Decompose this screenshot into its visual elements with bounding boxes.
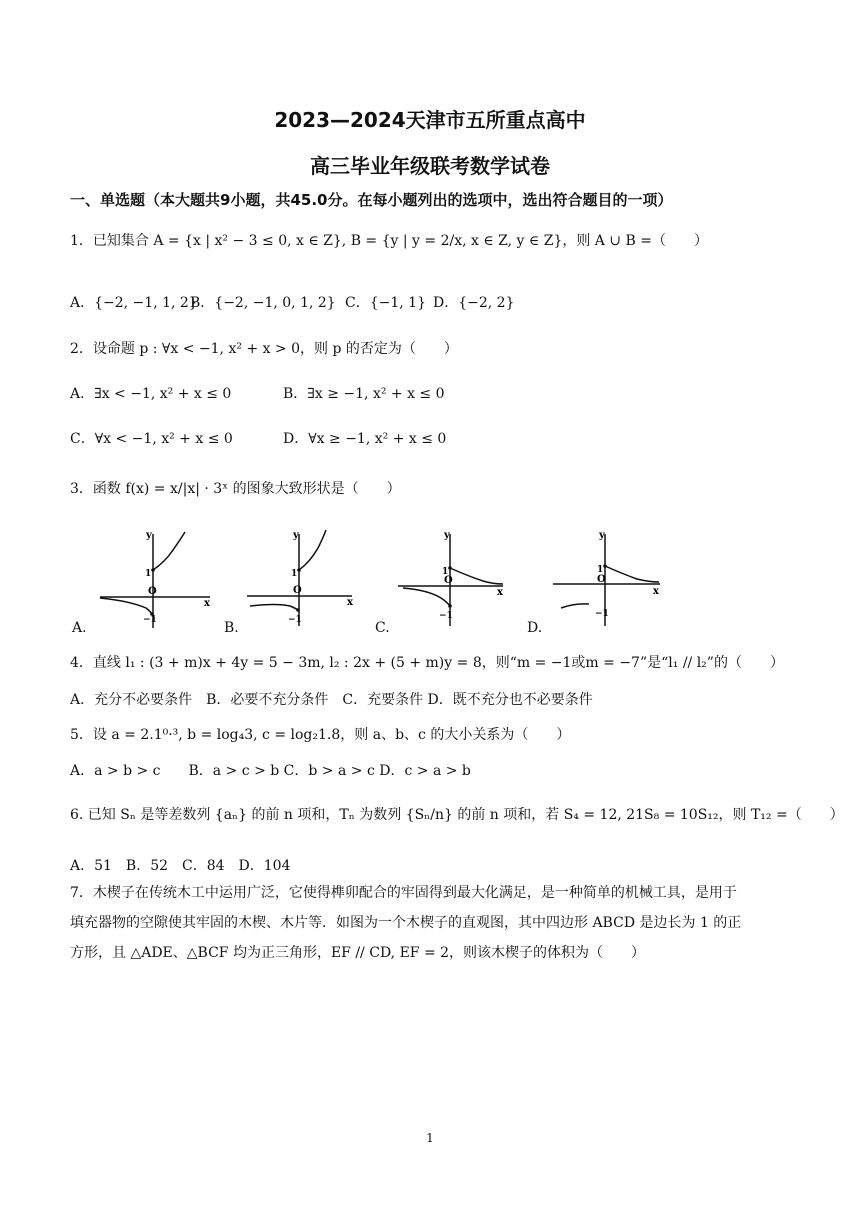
- section-heading: 一、单选题（本大题共9小题，共45.0分。在每小题列出的选项中，选出符合题目的一项）: [70, 191, 673, 209]
- graph-a-origin: O: [148, 586, 157, 597]
- question-1-option-c: C．{−1, 1}: [345, 295, 426, 311]
- graph-a-svg: [70, 526, 220, 638]
- graph-d-x-label: x: [653, 586, 659, 597]
- graph-b-svg: [222, 526, 372, 638]
- graph-d-tick-neg1: −1: [595, 609, 609, 619]
- graph-d-right-curve: [605, 566, 659, 582]
- question-6-stem: 6. 已知 Sₙ 是等差数列 {aₙ} 的前 n 项和，Tₙ 为数列 {Sₙ/n} 的前 n 项和，若 S₄ = 12, 21S₈ = 10S₁₂，则 T₁₂ =（ ）: [70, 807, 844, 823]
- graph-b-x-label: x: [347, 597, 353, 608]
- graph-c-x-label: x: [497, 587, 503, 598]
- question-3-stem: 3．函数 f(x) = x/|x| · 3ˣ 的图象大致形状是（ ）: [70, 481, 401, 497]
- question-6-options: A．51 B．52 C．84 D．104: [70, 858, 291, 874]
- graph-b-right-curve: [299, 530, 326, 570]
- question-4-options: A．充分不必要条件 B．必要不充分条件 C．充要条件 D．既不充分也不必要条件: [70, 692, 593, 708]
- question-7-line-2: 填充器物的空隙使其牢固的木楔、木片等．如图为一个木楔子的直观图，其中四边形 ABCD 是边长为 1 的正: [70, 915, 742, 931]
- question-2-option-a: A．∃x < −1, x² + x ≤ 0: [70, 386, 232, 402]
- graph-b-left-curve: [250, 605, 298, 611]
- exam-title-line2: 高三毕业年级联考数学试卷: [310, 154, 550, 178]
- graph-a-y-label: y: [146, 530, 152, 541]
- graph-a-x-label: x: [204, 598, 210, 609]
- graph-option-a: [70, 526, 220, 638]
- question-2-option-b: B．∃x ≥ −1, x² + x ≤ 0: [283, 386, 445, 402]
- graph-d-origin: O: [597, 574, 606, 585]
- question-1-stem: 1．已知集合 A = {x | x² − 3 ≤ 0, x ∈ Z}, B = {y | y = 2/x, x ∈ Z, y ∈ Z}，则 A ∪ B =（ ）: [70, 233, 709, 249]
- question-5-stem: 5．设 a = 2.1⁰·³, b = log₄3, c = log₂1.8，则 a、b、c 的大小关系为（ ）: [70, 727, 571, 743]
- graph-b-tick-neg1: −1: [288, 615, 302, 625]
- graph-b-tick-1: 1: [291, 569, 298, 579]
- graph-d-y-label: y: [599, 530, 605, 541]
- question-2-option-d: D．∀x ≥ −1, x² + x ≤ 0: [283, 431, 447, 447]
- graph-a-left-curve: [100, 598, 152, 614]
- question-1-option-d: D．{−2, 2}: [433, 295, 515, 311]
- question-2-option-c: C．∀x < −1, x² + x ≤ 0: [70, 431, 233, 447]
- graph-c-y-label: y: [444, 530, 450, 541]
- graph-option-b: [222, 526, 372, 638]
- graph-d-label: D.: [527, 620, 543, 636]
- graph-option-d: [525, 526, 675, 638]
- graph-a-label: A.: [72, 620, 87, 636]
- question-5-options: A．a > b > c B．a > c > b C．b > a > c D．c > a > b: [70, 763, 471, 779]
- graph-d-svg: [525, 526, 675, 638]
- question-2-stem: 2．设命题 p : ∀x < −1, x² + x > 0，则 p 的否定为（ ）: [70, 341, 458, 357]
- page-number: 1: [426, 1131, 434, 1145]
- graph-c-tick-1: 1: [442, 567, 449, 577]
- graph-c-right-curve: [450, 568, 503, 584]
- graph-c-label: C.: [375, 620, 390, 636]
- question-3-graph-options: [70, 526, 790, 638]
- graph-d-left-curve: [561, 604, 589, 608]
- graph-option-c: [373, 526, 523, 638]
- question-7-line-1: 7．木楔子在传统木工中运用广泛，它使得榫卯配合的牢固得到最大化满足，是一种简单的机械工具，是用于: [70, 885, 737, 901]
- graph-b-y-label: y: [293, 530, 299, 541]
- graph-b-origin: O: [293, 585, 302, 596]
- graph-a-tick-neg1: −1: [143, 615, 157, 625]
- question-4-stem: 4．直线 l₁ : (3 + m)x + 4y = 5 − 3m, l₂ : 2x + (5 + m)y = 8，则“m = −1或m = −7”是“l₁ // l₂”的（ ）: [70, 655, 784, 671]
- graph-c-tick-neg1: −1: [439, 611, 453, 621]
- question-7-line-3: 方形，且 △ADE、△BCF 均为正三角形，EF // CD, EF = 2，则该木楔子的体积为（ ）: [70, 945, 646, 961]
- exam-title-line1: 2023—2024天津市五所重点高中: [274, 108, 586, 132]
- graph-c-svg: [373, 526, 523, 638]
- question-1-option-b: B．{−2, −1, 0, 1, 2}: [190, 295, 336, 311]
- graph-a-right-curve: [153, 532, 185, 570]
- graph-c-origin: O: [444, 575, 453, 586]
- graph-b-label: B.: [224, 620, 239, 636]
- graph-d-tick-1: 1: [597, 565, 604, 575]
- question-1-option-a: A．{−2, −1, 1, 2}: [70, 295, 198, 311]
- graph-a-tick-1: 1: [145, 569, 152, 579]
- graph-c-left-curve: [403, 588, 450, 606]
